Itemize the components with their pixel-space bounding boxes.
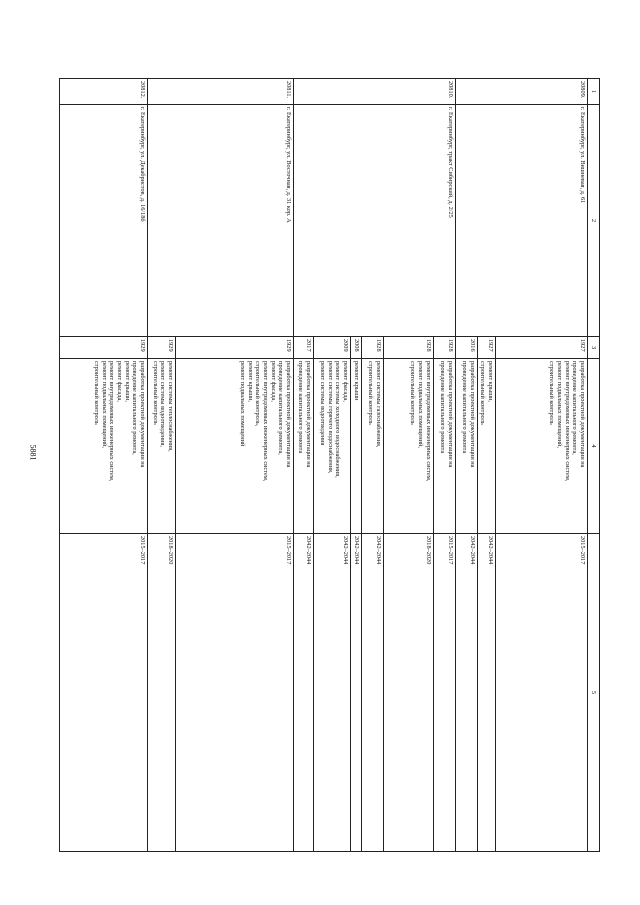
- year-cell: 2008: [350, 337, 361, 359]
- table-row: [59, 79, 147, 852]
- work-item: ремонт внутридомовых инженерных систем,: [261, 361, 269, 482]
- works-cell: [59, 359, 147, 534]
- period-cell: 2042–2044: [350, 534, 361, 852]
- works-cell: [293, 359, 313, 534]
- work-item: ремонт крыши: [352, 361, 360, 401]
- works-cell: [361, 359, 383, 534]
- works-cell: [350, 359, 361, 534]
- work-item: ремонт подвальных помещений: [238, 361, 246, 447]
- period-cell: 2018–2020: [147, 534, 175, 852]
- work-item: проведение капитального ремонта,: [571, 361, 579, 455]
- work-item: разработка проектной документации на: [304, 361, 312, 468]
- year-cell: 1928: [383, 337, 433, 359]
- work-item: ремонт системы холодного водоснабжения,: [334, 361, 342, 478]
- header-col-1: 1: [588, 79, 600, 105]
- table-row: [496, 79, 588, 852]
- work-item: ремонт системы горячего водоснабжения,: [326, 361, 334, 474]
- work-item: ремонт фасада,: [115, 361, 123, 402]
- work-item: строительный контроль: [479, 361, 487, 425]
- table-body: [59, 79, 587, 852]
- period-cell: 2042–2044: [293, 534, 313, 852]
- work-item: ремонт внутридомовых инженерных систем,: [563, 361, 571, 482]
- works-cell: [147, 359, 175, 534]
- work-item: ремонт крыши,: [487, 361, 494, 403]
- work-item: разработка проектной документации на: [468, 361, 476, 468]
- year-cell: 2009: [313, 337, 350, 359]
- period-cell: 2015–2017: [59, 534, 147, 852]
- year-cell: 1928: [361, 337, 383, 359]
- work-item: строительный контроль: [151, 361, 159, 425]
- period-cell: 2015–2017: [496, 534, 588, 852]
- work-item: ремонт крыши,: [246, 361, 254, 403]
- address-cell: г. Екатеринбург, ул. Декабристов, д. 16/18б: [59, 105, 147, 337]
- period-cell: 2042–2044: [313, 534, 350, 852]
- row-number-cell: 20812.: [59, 79, 147, 105]
- table-wrapper: [84, 78, 600, 851]
- header-col-4: 4: [588, 359, 600, 534]
- year-cell: 1929: [59, 337, 147, 359]
- year-cell: 2016: [455, 337, 477, 359]
- work-item: ремонт системы газоснабжения,: [374, 361, 382, 448]
- work-item: строительный контроль: [548, 361, 556, 425]
- work-item: ремонт системы водоотведения,: [159, 361, 167, 447]
- rotated-table-container: [84, 78, 600, 851]
- work-item: ремонт подвальных помещений,: [416, 361, 424, 448]
- address-cell: г. Екатеринбург, ул. Вишневая, д. 61: [455, 105, 587, 337]
- year-cell: 1927: [496, 337, 588, 359]
- work-item: строительный контроль: [409, 361, 417, 425]
- period-cell: 2018–2020: [383, 534, 433, 852]
- row-number-cell: 20809.: [455, 79, 587, 105]
- works-cell: [477, 359, 495, 534]
- work-item: ремонт подвальных помещений,: [555, 361, 563, 448]
- repair-schedule-table: [59, 78, 600, 852]
- period-cell: 2042–2044: [361, 534, 383, 852]
- year-cell: 1928: [433, 337, 455, 359]
- address-cell: г. Екатеринбург, ул. Восточная, д. 31 кор. А: [147, 105, 293, 337]
- work-item: ремонт фасада,: [269, 361, 277, 402]
- work-item: строительный контроль: [366, 361, 374, 425]
- works-cell: [496, 359, 588, 534]
- header-col-5: 5: [588, 534, 600, 852]
- works-cell: [433, 359, 455, 534]
- row-number-cell: 20811.: [147, 79, 293, 105]
- work-item: ремонт крыши,: [123, 361, 131, 403]
- work-item: разработка проектной документации на: [446, 361, 454, 468]
- header-col-2: 2: [588, 105, 600, 337]
- work-item: ремонт подвальных помещений,: [100, 361, 108, 448]
- row-number-cell: 20810.: [293, 79, 455, 105]
- period-cell: 2042–2044: [455, 534, 477, 852]
- work-item: ремонт системы водоотведения: [318, 361, 326, 446]
- work-item: строительный контроль,: [254, 361, 262, 427]
- work-item: ремонт фасада,: [341, 361, 349, 402]
- year-cell: 1929: [175, 337, 293, 359]
- work-item: ремонт внутридомовых инженерных систем,: [424, 361, 432, 482]
- year-cell: 2017: [293, 337, 313, 359]
- work-item: разработка проектной документации на: [138, 361, 146, 468]
- work-item: строительный контроль: [92, 361, 100, 425]
- table-row: [433, 79, 455, 852]
- works-cell: [383, 359, 433, 534]
- work-item: проведение капитального ремонта,: [131, 361, 139, 455]
- header-col-3: 3: [588, 337, 600, 359]
- year-cell: 1929: [147, 337, 175, 359]
- works-cell: [313, 359, 350, 534]
- works-cell: [175, 359, 293, 534]
- work-item: разработка проектной документации на: [284, 361, 292, 468]
- work-item: проведение капитального ремонта: [460, 361, 468, 454]
- period-cell: 2015–2017: [433, 534, 455, 852]
- work-item: ремонт системы теплоснабжения,: [166, 361, 174, 452]
- work-item: проведение капитального ремонта: [297, 361, 305, 454]
- work-item: ремонт внутридомовых инженерных систем,: [108, 361, 116, 482]
- table-row: [175, 79, 293, 852]
- work-item: проведение капитального ремонта,: [277, 361, 285, 455]
- period-cell: 2015–2017: [175, 534, 293, 852]
- works-cell: [455, 359, 477, 534]
- page-number: 5881: [28, 444, 38, 461]
- period-cell: 2042–2044: [477, 534, 495, 852]
- address-cell: г. Екатеринбург, тракт Сибирский, д. 2/25: [293, 105, 455, 337]
- table-header-row: [588, 79, 600, 852]
- work-item: проведение капитального ремонта: [438, 361, 446, 454]
- year-cell: 1927: [477, 337, 495, 359]
- work-item: разработка проектной документации на: [579, 361, 586, 468]
